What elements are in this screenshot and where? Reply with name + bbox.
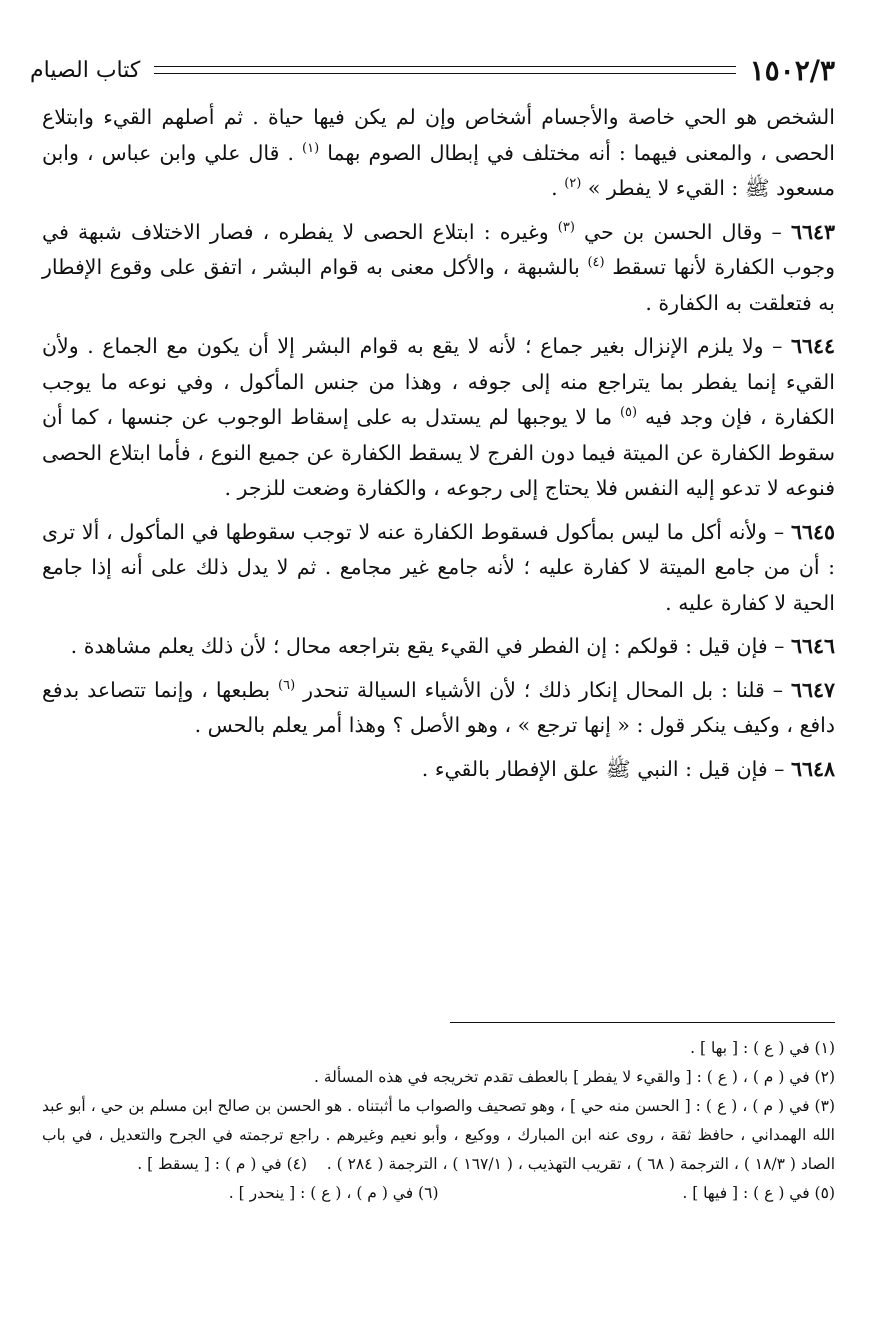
paragraph-number: ٦٦٤٨ <box>790 756 835 781</box>
paragraph-text: بالشبهة ، والأكل معنى به قوام البشر ، اتفق على وقوع الإفطار به فتعلقت به الكفارة . <box>42 255 835 315</box>
page-number: ١٥٠٢/٣ <box>749 53 835 87</box>
book-title: كتاب الصيام <box>30 57 141 83</box>
footnote-2: (٢) في ( م ) ، ( ع ) : [ والقيء لا يفطر ] بالعطف تقدم تخريجه في هذه المسألة . <box>313 1068 835 1086</box>
paragraph <box>42 100 835 207</box>
footnote-marker: (٥) <box>619 405 638 421</box>
footnote-marker: (٣) <box>557 219 575 235</box>
paragraph-number: ٦٦٤٧ <box>790 677 835 702</box>
footnotes <box>42 1034 835 1208</box>
paragraph-number: ٦٦٤٦ <box>790 634 835 658</box>
paragraph-text: وغيره : ابتلاع الحصى لا يفطره ، فصار الاختلاف شبهة في وجوب الكفارة لأنها تسقط <box>42 219 835 279</box>
paragraph <box>42 515 835 622</box>
paragraph-text: . <box>551 176 565 200</box>
footnote-4: (٤) في ( م ) : [ يسقط ] . <box>137 1155 308 1173</box>
paragraph-number: ٦٦٤٣ <box>790 219 835 244</box>
footnote-3-text: (٣) في ( م ) ، ( ع ) : [ الحسن منه حي ] ، وهو تصحيف والصواب ما أثبتناه . هو الحسن بن صالح ابن مسلم بن حي ، أبو عبد الله الهمداني ، حافظ ثقة ، روى عنه ابن المبارك ، ووكيع ، وأبو نعيم وغيرهم . راجع ترجمته في الجرح والتعديل ، في باب الصاد ( ١٨/٣ ) ، الترجمة ( ٦٨ ) ، تقريب التهذيب ، ( ١٦٧/١ ) ، الترجمة ( ٢٨٤ ) . <box>42 1097 835 1173</box>
footnote-marker: (٦) <box>278 677 296 693</box>
paragraph-text: – وقال الحسن بن حي <box>574 219 791 244</box>
footnote-6: (٦) في ( م ) ، ( ع ) : [ ينحدر ] . <box>228 1184 439 1202</box>
paragraph <box>42 215 835 322</box>
footnote-5: (٥) في ( ع ) : [ فيها ] . <box>682 1184 835 1202</box>
paragraph-text: – ولا يلزم الإنزال بغير جماع ؛ لأنه لا يقع به قوام البشر إلا أن يكون مع الجماع . ولأن القيء إنما يفطر بما يتراجع منه إلى جوفه ، وهذا من جنس المأكول ، وفي نوعه ما يوجب الكفارة ، فإن وجد فيه <box>42 334 835 429</box>
header-double-rule <box>154 66 735 74</box>
paragraph-text: . قال علي وابن عباس ، وابن مسعود ﷺ : القيء لا يفطر » <box>42 140 835 200</box>
paragraph <box>42 629 835 665</box>
paragraph-number: ٦٦٤٥ <box>790 519 835 544</box>
footnote-marker: (٤) <box>587 255 605 271</box>
paragraph-text: الشخص هو الحي خاصة والأجسام أشخاص وإن لم يكن فيها حياة . ثم أصلهم القيء وابتلاع الحصى ، والمعنى فيهما : أنه مختلف في إبطال الصوم بهما <box>42 105 835 165</box>
main-text <box>42 100 835 795</box>
paragraph <box>42 329 835 507</box>
paragraph-text: ما لا يوجبها لم يستدل به على إسقاط الوجوب عن جنسها ، كما أن سقوط الكفارة عن الميتة فيما دون الفرج لا يسقط الكفارة عن جميع النوع ، فأما ابتلاع الحصى فنوعه لا تدعو إليه النفس فلا يحتاج إلى رجوعه ، والكفارة وضعت للزجر . <box>42 405 835 500</box>
paragraph-number: ٦٦٤٤ <box>790 334 835 358</box>
footnote-row <box>42 1179 835 1208</box>
footnote-1: (١) في ( ع ) : [ بها ] . <box>690 1039 835 1057</box>
paragraph-text: – فإن قيل : النبي ﷺ علق الإفطار بالقيء . <box>421 756 791 781</box>
footnote-marker: (١) <box>302 140 320 156</box>
paragraph-text: بطبعها ، وإنما تتصاعد بدفع دافع ، وكيف ينكر قول : « إنها ترجع » ، وهو الأصل ؟ وهذا أمر يعلم بالحس . <box>42 677 835 737</box>
paragraph <box>42 673 835 744</box>
paragraph-text: – فإن قيل : قولكم : إن الفطر في القيء يقع بتراجعه محال ؛ لأن ذلك يعلم مشاهدة . <box>70 634 791 658</box>
footnote-divider <box>450 1022 835 1023</box>
footnote-marker: (٢) <box>564 176 582 192</box>
footnote-3 <box>42 1092 835 1179</box>
paragraph <box>42 752 835 788</box>
paragraph-text: – قلنا : بل المحال إنكار ذلك ؛ لأن الأشياء السيالة تنحدر <box>295 677 791 702</box>
paragraph-text: – ولأنه أكل ما ليس بمأكول فسقوط الكفارة عنه لا توجب سقوطها في المأكول ، ألا ترى : أن من جامع الميتة لا كفارة عليه ؛ لأنه جامع غير مجامع . ثم لا يدل ذلك على أنه إذا جامع الحية لا كفارة عليه . <box>42 519 835 615</box>
page-header <box>30 48 835 92</box>
